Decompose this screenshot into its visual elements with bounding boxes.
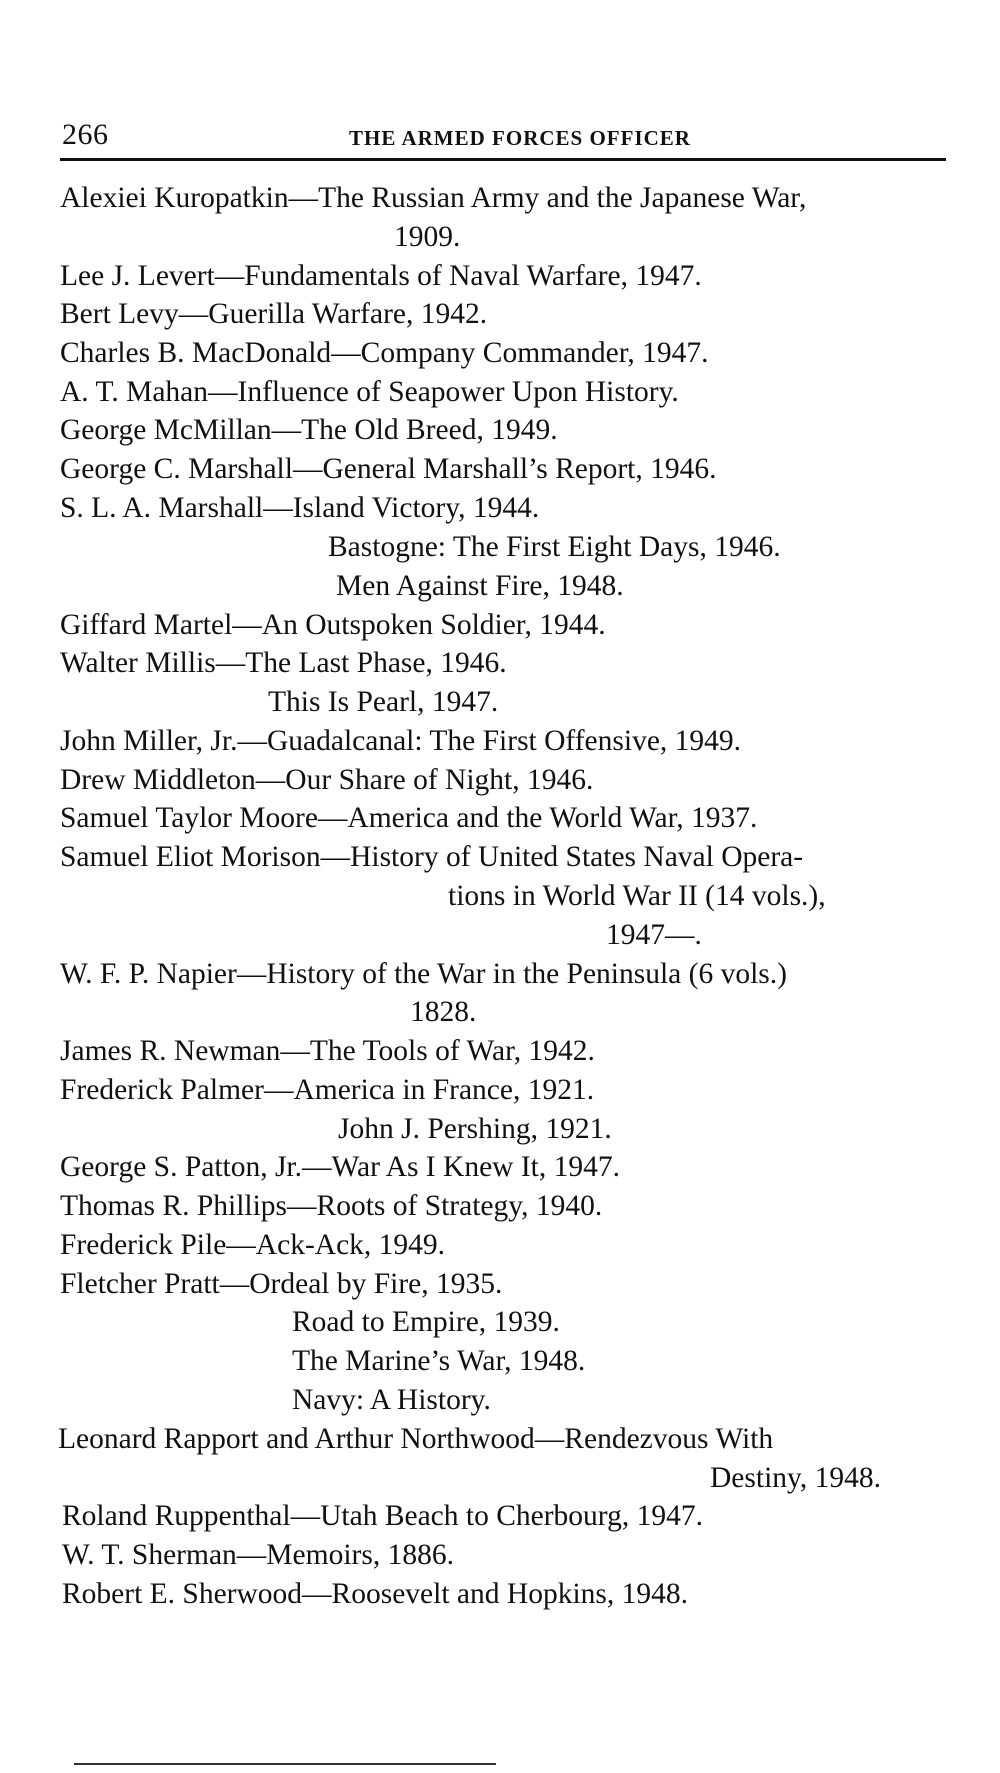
bib-entry-continuation: 1947—.	[606, 919, 702, 951]
bib-entry-continuation: tions in World War II (14 vols.),	[448, 880, 826, 912]
bib-entry: Frederick Palmer—America in France, 1921.	[60, 1074, 595, 1106]
bib-entry-continuation: The Marine’s War, 1948.	[292, 1345, 586, 1377]
bib-entry: Lee J. Levert—Fundamentals of Naval Warfare, 1947.	[60, 260, 702, 292]
bib-entry: Alexiei Kuropatkin—The Russian Army and the Japanese War,	[60, 182, 807, 214]
bib-entry-continuation: Bastogne: The First Eight Days, 1946.	[328, 531, 781, 563]
bib-entry: Samuel Taylor Moore—America and the World War, 1937.	[60, 802, 758, 834]
header-rule	[60, 158, 946, 161]
bib-entry: W. T. Sherman—Memoirs, 1886.	[62, 1539, 454, 1571]
bib-entry-continuation: This Is Pearl, 1947.	[268, 686, 499, 718]
bib-entry: Robert E. Sherwood—Roosevelt and Hopkins, 1948.	[62, 1578, 688, 1610]
bib-entry: George McMillan—The Old Breed, 1949.	[60, 414, 558, 446]
bib-entry-continuation: Destiny, 1948.	[710, 1462, 881, 1494]
bib-entry: Roland Ruppenthal—Utah Beach to Cherbourg, 1947.	[62, 1500, 703, 1532]
bib-entry: George C. Marshall—General Marshall’s Report, 1946.	[60, 453, 717, 485]
bib-entry: Bert Levy—Guerilla Warfare, 1942.	[60, 298, 488, 330]
bib-entry: S. L. A. Marshall—Island Victory, 1944.	[60, 492, 540, 524]
bib-entry: James R. Newman—The Tools of War, 1942.	[60, 1035, 595, 1067]
bib-entry-continuation: John J. Pershing, 1921.	[338, 1113, 612, 1145]
bib-entry-continuation: Navy: A History.	[292, 1384, 491, 1416]
bib-entry: W. F. P. Napier—History of the War in the Peninsula (6 vols.)	[60, 958, 787, 990]
page-number: 266	[62, 118, 109, 151]
bib-entry: Drew Middleton—Our Share of Night, 1946.	[60, 764, 594, 796]
bib-entry-continuation: 1909.	[394, 221, 461, 253]
running-head: THE ARMED FORCES OFFICER	[349, 126, 691, 150]
bib-entry-continuation: 1828.	[410, 996, 477, 1028]
bib-entry: John Miller, Jr.—Guadalcanal: The First Offensive, 1949.	[60, 725, 742, 757]
bib-entry: Samuel Eliot Morison—History of United States Naval Opera-	[60, 841, 804, 873]
bib-entry-continuation: Road to Empire, 1939.	[292, 1306, 560, 1338]
bib-entry: Walter Millis—The Last Phase, 1946.	[60, 647, 507, 679]
footer-rule	[74, 1763, 496, 1765]
bib-entry-continuation: Men Against Fire, 1948.	[336, 570, 624, 602]
bib-entry: Thomas R. Phillips—Roots of Strategy, 1940.	[60, 1190, 603, 1222]
bib-entry: George S. Patton, Jr.—War As I Knew It, 1947.	[60, 1151, 620, 1183]
bib-entry: Leonard Rapport and Arthur Northwood—Rendezvous With	[58, 1423, 774, 1455]
bib-entry: Giffard Martel—An Outspoken Soldier, 1944.	[60, 609, 606, 641]
bib-entry: Charles B. MacDonald—Company Commander, 1947.	[60, 337, 709, 369]
bib-entry: A. T. Mahan—Influence of Seapower Upon History.	[60, 376, 679, 408]
bib-entry: Fletcher Pratt—Ordeal by Fire, 1935.	[60, 1268, 503, 1300]
bib-entry: Frederick Pile—Ack-Ack, 1949.	[60, 1229, 446, 1261]
